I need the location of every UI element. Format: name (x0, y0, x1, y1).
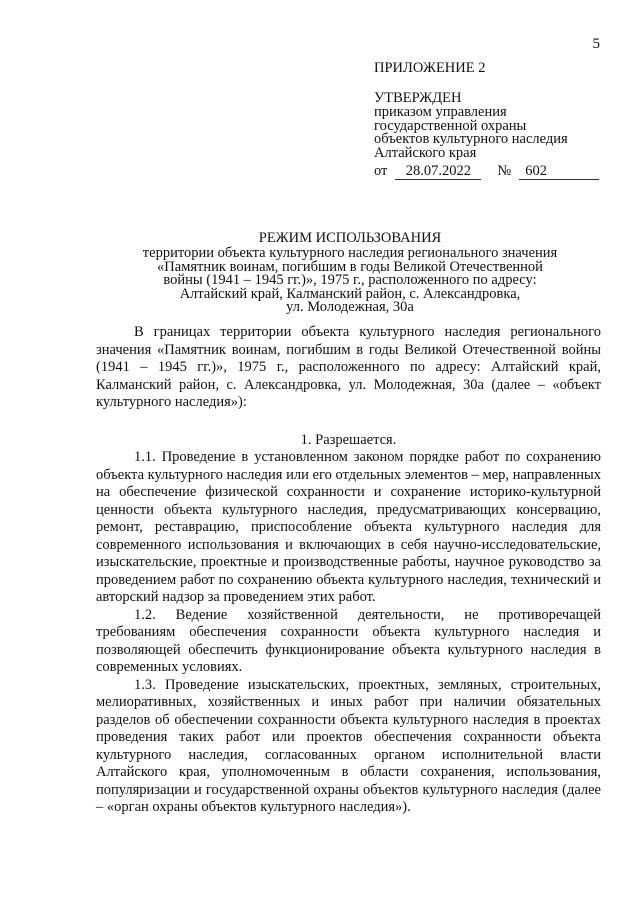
section-heading: 1. Разрешается. (300, 431, 397, 448)
document-title-line: территории объекта культурного наследия регионального значения (142, 245, 558, 261)
document-body (96, 324, 601, 817)
page-number: 5 (592, 36, 600, 52)
approval-basis (374, 106, 614, 160)
date-label: от (374, 163, 388, 179)
order-date: 28.07.2022 (395, 163, 481, 180)
document-title-main: РЕЖИМ ИСПОЛЬЗОВАНИЯ (258, 230, 442, 246)
document-title-line: «Памятник воинам, погибшим в годы Великой Отечественной (157, 258, 543, 275)
approved-label: УТВЕРЖДЕН (374, 90, 462, 106)
document-title-line: Алтайский край, Калманский район, с. Александровка, (179, 285, 521, 302)
number-label: № (497, 163, 512, 179)
clause-paragraph: 1.2. Ведение хозяйственной деятельности, не противоречащей требованиям обеспечения сохранности объекта культурного наследия и позволяющей обеспечить функционирование объекта культурного наследия в современных условиях. (96, 606, 601, 675)
intro-paragraph: В границах территории объекта культурного наследия регионального значения «Памятник воинам, погибшим в годы Великой Отечественной войны (1941 – 1945 гг.)», 1975 г., расположенного по адресу: Алтайский край, Калманский район, с. Александровка, ул. Молодежная, 30а (далее – «объект культурного наследия»): (96, 324, 601, 410)
approval-basis-line: приказом управления (374, 104, 507, 120)
approval-basis-line: Алтайского края (374, 144, 477, 161)
approval-basis-line: объектов культурного наследия (374, 131, 568, 147)
document-title-line: ул. Молодежная, 30а (286, 299, 414, 315)
order-date-line (374, 163, 614, 180)
appendix-title: ПРИЛОЖЕНИЕ 2 (374, 60, 486, 76)
appendix-block (374, 60, 614, 180)
clause-paragraph: 1.1. Проведение в установленном законом порядке работ по сохранению объекта культурного наследия или его отдельных элементов – мер, направленных на обеспечение физической сохранности и сохранение историко-культурной ценности объекта культурного наследия, предусматривающих консервацию, ремонт, реставрацию, приспособление объекта культурного наследия для современного использования и включающих в себя научно-исследовательские, изыскательские, проектные и производственные работы, научное руководство за проведением работ по сохранению объекта культурного наследия, технический и авторский надзор за проведением этих работ. (96, 449, 601, 605)
document-title (100, 230, 600, 315)
approval-basis-line: государственной охраны (374, 117, 527, 134)
document-title-line: войны (1941 – 1945 гг.)», 1975 г., расположенного по адресу: (163, 272, 537, 288)
order-number: 602 (519, 163, 599, 180)
clause-paragraph: 1.3. Проведение изыскательских, проектных, земляных, строительных, мелиоративных, хозяйственных и иных работ при наличии обязательных разделов об обеспечении сохранности объекта культурного наследия в проектах проведения таких работ или проектов обеспечения сохранности объекта культурного наследия, согласованных органом исполнительной власти Алтайского края, уполномоченным в области сохранения, использования, популяризации и государственной охраны объектов культурного наследия (далее – «орган охраны объектов культурного наследия»). (96, 676, 601, 815)
